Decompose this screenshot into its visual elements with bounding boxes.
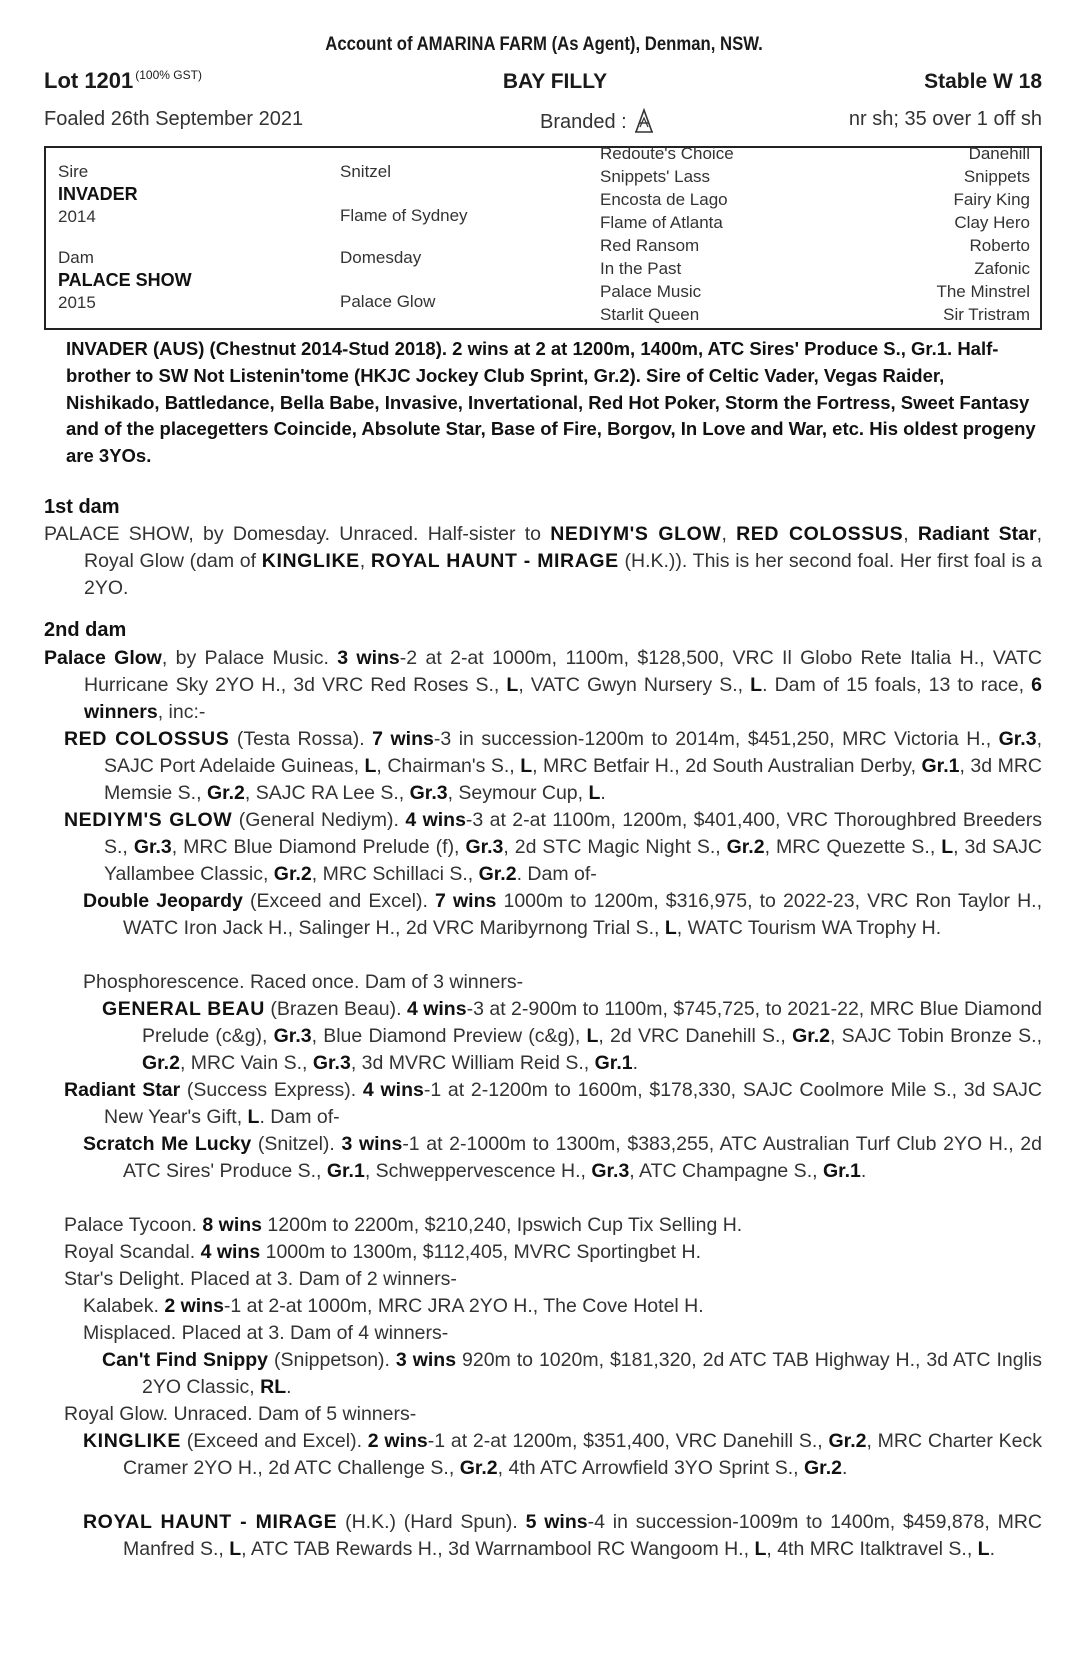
dam-year: 2015: [58, 293, 96, 312]
horse-name: Radiant Star: [917, 523, 1037, 545]
sire-label: Sire: [58, 162, 89, 181]
vendor-account: Account of AMARINA FARM (As Agent), Denman, NSW.: [325, 34, 763, 55]
pedigree-gen4-3: Fairy King: [953, 190, 1030, 209]
progeny-nediyms-glow: NEDIYM'S GLOW (General Nediym). 4 wins-3 at 2-at 1100m, 1200m, $401,400, VRC Thoroughbred Breeders S., Gr.3, MRC Blue Diamond Prelude (f), Gr.3, 2d STC Magic Night S., Gr.2, MRC Quezette S., L, 3d SAJC Yallambee Classic, Gr.2, MRC Schillaci S., Gr.2. Dam of-: [64, 809, 1043, 885]
first-dam-heading: 1st dam: [44, 496, 120, 518]
progeny-palace-tycoon: Palace Tycoon. 8 wins 1200m to 2200m, $210,240, Ipswich Cup Tix Selling H.: [64, 1214, 743, 1236]
horse-name: ROYAL HAUNT - MIRAGE: [370, 549, 619, 572]
progeny-kalabek: Kalabek. 2 wins-1 at 2-at 1000m, MRC JRA 2YO H., The Cove Hotel H.: [83, 1295, 704, 1317]
sire-summary: INVADER (AUS) (Chestnut 2014-Stud 2018). 2 wins at 2 at 1200m, 1400m, ATC Sires' Produce S., Gr.1. Half-brother to SW Not Listenin'tome (HKJC Jockey Club Sprint, Gr.2). Sire of Celtic Vader, Vegas Raider, Nishikado, Battledance, Bella Babe, Invasive, Invertational, Red Hot Poker, Storm the Fortress, Sweet Fantasy and of the placegetters Coincide, Absolute Star, Base of Fire, Borgov, In Love and War, etc. His oldest progeny are 3YOs.: [66, 338, 1036, 467]
branded: [540, 108, 655, 140]
sire-name: INVADER: [58, 184, 138, 204]
gst-note: (100% GST): [135, 68, 202, 82]
progeny-kinglike: KINGLIKE (Exceed and Excel). 2 wins-1 at 2-at 1200m, $351,400, VRC Danehill S., Gr.2, MRC Charter Keck Cramer 2YO H., 2d ATC Challenge S., Gr.2, 4th ATC Arrowfield 3YO Sprint S., Gr.2.: [83, 1430, 1043, 1479]
pedigree-gen3-7: Palace Music: [600, 282, 702, 301]
progeny-red-colossus: RED COLOSSUS (Testa Rossa). 7 wins-3 in succession-1200m to 2014m, $451,250, MRC Victoria H., Gr.3, SAJC Port Adelaide Guineas, L, Chairman's S., L, MRC Betfair H., 2d South Australian Derby, Gr.1, 3d MRC Memsie S., Gr.2, SAJC RA Lee S., Gr.3, Seymour Cup, L.: [64, 728, 1042, 804]
horse-name: NEDIYM'S GLOW: [550, 523, 722, 545]
branded-label: Branded :: [540, 111, 627, 133]
second-dam-heading: 2nd dam: [44, 619, 127, 641]
dam-label: Dam: [58, 248, 94, 267]
stable-number: Stable W 18: [924, 70, 1042, 93]
horse-name: RED COLOSSUS: [736, 523, 904, 545]
pedigree-gen4-4: Clay Hero: [954, 213, 1030, 232]
foaled-date: Foaled 26th September 2021: [44, 108, 304, 130]
progeny-royal-haunt: ROYAL HAUNT - MIRAGE (H.K.) (Hard Spun). 5 wins-4 in succession-1009m to 1400m, $459,878, MRC Manfred S., L, ATC TAB Rewards H., 3d Warrnambool RC Wangoom H., L, 4th MRC Italktravel S., L.: [83, 1511, 1042, 1560]
second-dam-entry: Palace Glow, by Palace Music. 3 wins-2 at 2-at 1000m, 1100m, $128,500, VRC Il Globo Rete Italia H., VATC Hurricane Sky 2YO H., 3d VRC Red Roses S., L, VATC Gwyn Nursery S., L. Dam of 15 foals, 13 to race, 6 winners, inc:-: [44, 647, 1042, 723]
dam-name: PALACE SHOW: [58, 270, 192, 290]
pedigree-gen4-8: Sir Tristram: [943, 305, 1030, 324]
horse-name: Scratch Me Lucky: [83, 1133, 252, 1155]
pedigree-gen4-1: Danehill: [968, 144, 1030, 163]
pedigree-gen3-5: Red Ransom: [600, 236, 700, 255]
brand-marks: nr sh; 35 over 1 off sh: [848, 108, 1042, 130]
progeny-scratch-me-lucky: Scratch Me Lucky (Snitzel). 3 wins-1 at 2-1000m to 1300m, $383,255, ATC Australian Turf Club 2YO H., 2d ATC Sires' Produce S., Gr.1, Schweppervescence H., Gr.3, ATC Champagne S., Gr.1.: [83, 1133, 1042, 1182]
horse-name: Palace Glow: [44, 647, 162, 669]
progeny-double-jeopardy: Double Jeopardy (Exceed and Excel). 7 wins 1000m to 1200m, $316,975, to 2022-23, VRC Ron Taylor H., WATC Iron Jack H., Salinger H., 2d VRC Maribyrnong Trial S., L, WATC Tourism WA Trophy H.: [83, 890, 1042, 939]
sire-year: 2014: [58, 207, 96, 226]
lot-label: Lot 1201: [44, 68, 134, 93]
pedigree-gen2-3: Domesday: [340, 248, 422, 267]
progeny-cant-find-snippy: Can't Find Snippy (Snippetson). 3 wins 920m to 1020m, $181,320, 2d ATC TAB Highway H., 3d ATC Inglis 2YO Classic, RL.: [102, 1349, 1042, 1398]
progeny-misplaced: Misplaced. Placed at 3. Dam of 4 winners-: [83, 1322, 449, 1344]
progeny-royal-glow: Royal Glow. Unraced. Dam of 5 winners-: [64, 1403, 417, 1425]
horse-name: KINGLIKE: [83, 1430, 181, 1452]
pedigree-gen4-5: Roberto: [969, 236, 1030, 255]
horse-name: Radiant Star: [64, 1079, 181, 1101]
horse-name: GENERAL BEAU: [102, 998, 265, 1020]
progeny-general-beau: GENERAL BEAU (Brazen Beau). 4 wins-3 at 2-900m to 1100m, $745,725, to 2021-22, MRC Blue Diamond Prelude (c&g), Gr.3, Blue Diamond Preview (c&g), L, 2d VRC Danehill S., Gr.2, SAJC Tobin Bronze S., Gr.2, MRC Vain S., Gr.3, 3d MVRC William Reid S., Gr.1.: [102, 998, 1043, 1074]
progeny-radiant-star: Radiant Star (Success Express). 4 wins-1 at 2-1200m to 1600m, $178,330, SAJC Coolmore Mile S., 3d SAJC New Year's Gift, L. Dam of-: [64, 1079, 1042, 1128]
pedigree-gen3-6: In the Past: [600, 259, 682, 278]
pedigree-gen2-1: Snitzel: [340, 162, 392, 181]
pedigree-table: [44, 146, 1042, 330]
horse-name: NEDIYM'S GLOW: [64, 809, 233, 831]
progeny-phosphorescence: Phosphorescence. Raced once. Dam of 3 winners-: [83, 971, 524, 993]
progeny-royal-scandal: Royal Scandal. 4 wins 1000m to 1300m, $112,405, MVRC Sportingbet H.: [64, 1241, 701, 1263]
pedigree-gen3-3: Encosta de Lago: [600, 190, 728, 209]
horse-name: KINGLIKE: [261, 549, 360, 572]
pedigree-gen2-4: Palace Glow: [340, 292, 436, 311]
pedigree-gen4-2: Snippets: [963, 167, 1030, 186]
pedigree-gen4-7: The Minstrel: [936, 282, 1030, 301]
pedigree-gen4-6: Zafonic: [974, 259, 1030, 278]
horse-name: Double Jeopardy: [83, 890, 243, 912]
pedigree-gen3-1: Redoute's Choice: [600, 144, 734, 163]
brand-mark-icon: [633, 108, 655, 140]
horse-name: RED COLOSSUS: [64, 728, 230, 750]
first-dam-entry: PALACE SHOW, by Domesday. Unraced. Half-sister to NEDIYM'S GLOW, RED COLOSSUS, Radiant Star, Royal Glow (dam of KINGLIKE, ROYAL HAUNT - MIRAGE (H.K.)). This is her second foal. Her first foal is a 2YO.: [44, 523, 1042, 599]
progeny-stars-delight: Star's Delight. Placed at 3. Dam of 2 winners-: [64, 1268, 457, 1290]
pedigree-gen3-2: Snippets' Lass: [600, 167, 711, 186]
horse-description: BAY FILLY: [502, 70, 608, 93]
horse-name: Can't Find Snippy: [102, 1349, 269, 1371]
pedigree-gen2-2: Flame of Sydney: [340, 206, 468, 225]
pedigree-gen3-8: Starlit Queen: [600, 305, 700, 324]
horse-name: ROYAL HAUNT - MIRAGE: [83, 1511, 338, 1533]
pedigree-gen3-4: Flame of Atlanta: [600, 213, 723, 232]
